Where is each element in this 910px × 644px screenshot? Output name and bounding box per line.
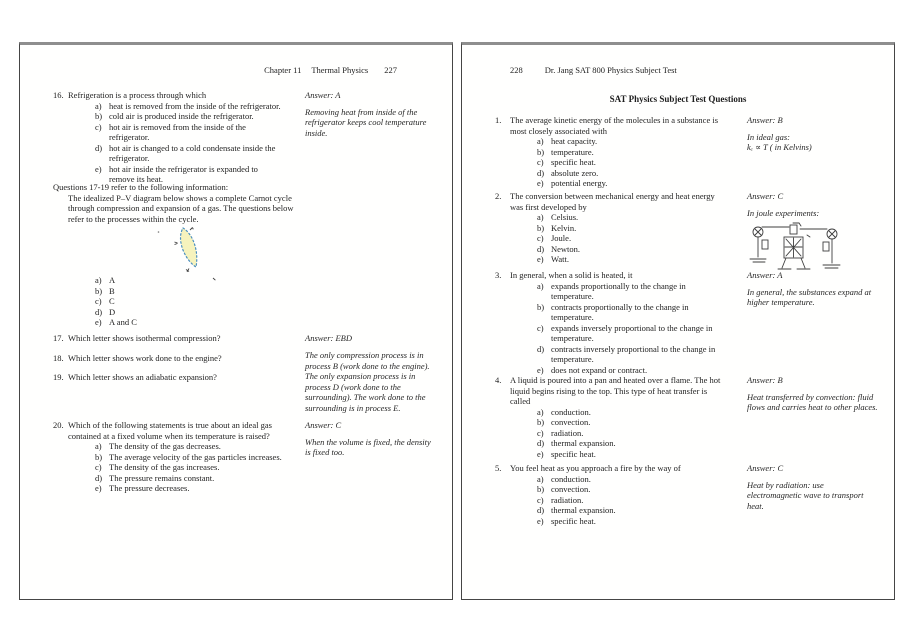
option-text: specific heat. bbox=[551, 448, 596, 459]
option-d bbox=[510, 168, 728, 179]
question-number: 3. bbox=[495, 270, 502, 280]
option-text: hot air inside the refrigerator is expanded to remove its heat. bbox=[109, 163, 258, 184]
answer-note-q17-19 bbox=[305, 350, 437, 413]
option-letter: c) bbox=[537, 322, 544, 333]
answer-note-q3 bbox=[747, 270, 879, 308]
option-a bbox=[510, 281, 728, 302]
answer-note-q16 bbox=[305, 90, 437, 138]
option-letter: a) bbox=[95, 275, 102, 285]
option-letter: d) bbox=[537, 343, 545, 354]
option-text: specific heat. bbox=[551, 157, 596, 167]
option-d bbox=[68, 473, 284, 484]
option-e bbox=[510, 449, 728, 460]
question-18 bbox=[53, 353, 284, 364]
option-text: Newton. bbox=[551, 243, 581, 254]
answer-note-q17 bbox=[305, 333, 437, 344]
option-text: potential energy. bbox=[551, 178, 608, 188]
option-letter: a) bbox=[537, 473, 544, 484]
answer-label: Answer: B bbox=[747, 115, 783, 125]
answer-explanation: Removing heat from inside of the refrigerator keeps cool temperature inside. bbox=[305, 106, 427, 138]
option-letter: b) bbox=[537, 222, 545, 233]
option-letter: d) bbox=[537, 243, 545, 254]
option-letter: e) bbox=[95, 483, 102, 493]
question-text: Which letter shows isothermal compression? bbox=[68, 333, 221, 343]
question-16 bbox=[53, 90, 284, 185]
option-b bbox=[510, 223, 728, 234]
option-letter: d) bbox=[537, 438, 545, 448]
option-a bbox=[68, 101, 284, 112]
option-c bbox=[95, 296, 137, 307]
option-a bbox=[510, 212, 728, 223]
option-letter: a) bbox=[537, 136, 544, 146]
option-letter: e) bbox=[537, 448, 544, 459]
option-letter: b) bbox=[537, 301, 545, 312]
option-letter: e) bbox=[537, 515, 544, 526]
question-text: Refrigeration is a process through which bbox=[68, 90, 207, 100]
option-d bbox=[510, 505, 728, 516]
option-b bbox=[68, 111, 284, 122]
page-number: 227 bbox=[384, 65, 397, 75]
option-text: hot air is changed to a cold condensate inside the refrigerator. bbox=[109, 142, 276, 163]
option-text: expands inversely proportional to the change in temperature. bbox=[551, 322, 713, 343]
option-b bbox=[510, 147, 728, 158]
option-text: The average velocity of the gas particles increases. bbox=[109, 451, 282, 462]
option-text: B bbox=[109, 285, 115, 296]
option-text: contracts proportionally to the change in temperature. bbox=[551, 301, 689, 322]
answer-label: Answer: EBD bbox=[305, 333, 352, 343]
option-letter: e) bbox=[537, 364, 544, 375]
answer-label: Answer: C bbox=[747, 191, 784, 201]
option-text: heat is removed from the inside of the refrigerator. bbox=[109, 100, 281, 111]
answer-explanation: In joule experiments: bbox=[747, 207, 820, 218]
answer-explanation: Heat by radiation: use electromagnetic wave to transport heat. bbox=[747, 479, 864, 511]
option-letter: b) bbox=[537, 146, 545, 157]
option-letter: a) bbox=[537, 280, 544, 291]
joule-experiment-sketch bbox=[747, 223, 843, 273]
option-d bbox=[68, 143, 284, 164]
option-a bbox=[510, 407, 728, 418]
option-text: Joule. bbox=[551, 233, 572, 243]
option-letter: b) bbox=[537, 417, 545, 427]
option-text: The pressure decreases. bbox=[109, 483, 190, 493]
info-body: The idealized P–V diagram below shows a complete Carnot cycle through compression and expansion of a gas. The questions below refer to the processes within the cycle. bbox=[68, 192, 294, 224]
answer-label: Answer: C bbox=[747, 463, 784, 473]
option-b bbox=[95, 286, 137, 297]
option-e bbox=[510, 254, 728, 265]
option-a bbox=[510, 474, 728, 485]
option-letter: e) bbox=[537, 254, 544, 264]
option-letter: a) bbox=[95, 441, 102, 451]
answer-explanation: In general, the substances expand at higher temperature. bbox=[747, 286, 872, 307]
option-c bbox=[510, 157, 728, 168]
option-c bbox=[510, 495, 728, 506]
left-page-header bbox=[53, 65, 397, 76]
option-d bbox=[95, 307, 137, 318]
option-letter: b) bbox=[95, 451, 103, 462]
option-letter: c) bbox=[537, 233, 544, 243]
option-text: thermal expansion. bbox=[551, 505, 616, 515]
question-text: Which of the following statements is true about an ideal gas contained at a fixed volume when its temperature is raised? bbox=[68, 420, 272, 441]
page-right bbox=[461, 42, 895, 600]
option-letter: b) bbox=[95, 285, 103, 296]
option-b bbox=[68, 452, 284, 463]
option-text: radiation. bbox=[551, 494, 584, 505]
option-letter: c) bbox=[537, 427, 544, 438]
answer-note-q4 bbox=[747, 375, 879, 413]
option-c bbox=[510, 428, 728, 439]
option-text: does not expand or contract. bbox=[551, 364, 648, 375]
option-text: The density of the gas increases. bbox=[109, 462, 220, 472]
option-text: convection. bbox=[551, 417, 591, 427]
option-a bbox=[510, 136, 728, 147]
question-text: The conversion between mechanical energy and heat energy was first developed by bbox=[510, 191, 715, 212]
option-text: Celsius. bbox=[551, 212, 579, 222]
option-text: radiation. bbox=[551, 427, 584, 438]
question-20 bbox=[53, 420, 284, 494]
book-title: Dr. Jang SAT 800 Physics Subject Test bbox=[544, 65, 677, 75]
option-text: expands proportionally to the change in temperature. bbox=[551, 280, 686, 301]
option-text: absolute zero. bbox=[551, 167, 599, 178]
option-text: C bbox=[109, 296, 115, 306]
option-letter: c) bbox=[537, 494, 544, 505]
answer-label: Answer: A bbox=[305, 90, 341, 100]
question-text: Which letter shows work done to the engine? bbox=[68, 353, 222, 363]
answer-note-q2 bbox=[747, 191, 879, 273]
answer-note-q5 bbox=[747, 463, 879, 511]
option-a bbox=[95, 275, 137, 286]
question-number: 5. bbox=[495, 463, 502, 473]
answer-label: Answer: C bbox=[305, 420, 342, 430]
option-letter: b) bbox=[537, 484, 545, 494]
question-number: 17. bbox=[53, 333, 64, 343]
question-4 bbox=[495, 375, 728, 459]
question-number: 19. bbox=[53, 372, 64, 382]
carnot-cycle-lens bbox=[181, 228, 197, 267]
answer-note-q20 bbox=[305, 420, 437, 458]
option-text: contracts inversely proportional to the change in temperature. bbox=[551, 343, 716, 364]
question-1 bbox=[495, 115, 728, 189]
diagram-dot bbox=[158, 231, 160, 233]
option-letter: e) bbox=[537, 178, 544, 188]
option-letter: d) bbox=[95, 142, 103, 153]
question-text: In general, when a solid is heated, it bbox=[510, 270, 633, 280]
option-text: convection. bbox=[551, 484, 591, 494]
option-letter: d) bbox=[95, 472, 103, 483]
page-left bbox=[19, 42, 453, 600]
option-text: D bbox=[109, 306, 116, 317]
option-c bbox=[510, 233, 728, 244]
option-text: heat capacity. bbox=[551, 136, 598, 146]
option-letter: d) bbox=[95, 306, 103, 317]
option-text: conduction. bbox=[551, 406, 591, 417]
option-c bbox=[68, 122, 284, 143]
question-number: 4. bbox=[495, 375, 502, 385]
question-number: 18. bbox=[53, 353, 64, 363]
question-text: A liquid is poured into a pan and heated over a flame. The hot liquid begins rising to the top. This type of heat transfer is called bbox=[510, 375, 721, 406]
question-text: Which letter shows an adiabatic expansion? bbox=[68, 372, 217, 382]
option-text: Kelvin. bbox=[551, 222, 577, 233]
option-b bbox=[510, 484, 728, 495]
question-2 bbox=[495, 191, 728, 265]
option-letter: c) bbox=[537, 157, 544, 167]
option-text: A bbox=[109, 275, 116, 285]
option-d bbox=[510, 244, 728, 255]
question-number: 1. bbox=[495, 115, 502, 125]
option-text: conduction. bbox=[551, 473, 591, 484]
right-page-header bbox=[510, 65, 677, 76]
questions-17-19-choices bbox=[95, 275, 137, 328]
option-letter: a) bbox=[95, 100, 102, 111]
option-letter: c) bbox=[95, 121, 102, 132]
question-text: The average kinetic energy of the molecules in a substance is most closely associated with bbox=[510, 115, 719, 136]
option-c bbox=[68, 462, 284, 473]
answer-explanation: In ideal gas: bbox=[747, 131, 790, 142]
option-letter: d) bbox=[537, 167, 545, 178]
option-letter: c) bbox=[95, 296, 102, 306]
chapter-label: Chapter 11 bbox=[264, 65, 302, 75]
section-title: SAT Physics Subject Test Questions bbox=[609, 94, 747, 104]
option-text: hot air is removed from the inside of the refrigerator. bbox=[109, 121, 246, 142]
option-text: The density of the gas decreases. bbox=[109, 441, 221, 451]
option-text: A and C bbox=[109, 317, 137, 327]
option-letter: a) bbox=[537, 212, 544, 222]
option-e bbox=[510, 178, 728, 189]
answer-explanation: Heat transferred by convection: fluid flows and carries heat to other places. bbox=[747, 391, 878, 412]
option-letter: e) bbox=[95, 163, 102, 174]
option-b bbox=[510, 417, 728, 428]
page-number: 228 bbox=[510, 65, 523, 75]
answer-explanation: When the volume is fixed, the density is fixed too. bbox=[305, 436, 431, 457]
option-e bbox=[68, 483, 284, 494]
option-letter: b) bbox=[95, 111, 103, 121]
option-text: cold air is produced inside the refrigerator. bbox=[109, 111, 254, 121]
option-e bbox=[510, 516, 728, 527]
option-text: specific heat. bbox=[551, 515, 596, 526]
option-a bbox=[68, 441, 284, 452]
option-d bbox=[510, 438, 728, 449]
option-e bbox=[510, 365, 728, 376]
answer-explanation: The only compression process is in process B (work done to the engine). The only expansion process is in process D (work done to the surrounding). The work done to the surrounding is in process E. bbox=[305, 350, 430, 413]
option-b bbox=[510, 302, 728, 323]
option-letter: c) bbox=[95, 462, 102, 472]
option-text: temperature. bbox=[551, 146, 594, 157]
option-text: thermal expansion. bbox=[551, 438, 616, 448]
answer-note-q1 bbox=[747, 115, 879, 153]
questions-17-19-info bbox=[53, 182, 296, 224]
question-5 bbox=[495, 463, 728, 526]
question-17 bbox=[53, 333, 284, 344]
carnot-cycle-pv-diagram bbox=[156, 221, 246, 285]
answer-formula: kₑ ∝ T ( in Kelvins) bbox=[747, 142, 812, 152]
option-letter: a) bbox=[537, 406, 544, 417]
answer-label: Answer: B bbox=[747, 375, 783, 385]
question-text: You feel heat as you approach a fire by the way of bbox=[510, 463, 681, 473]
question-3 bbox=[495, 270, 728, 375]
chapter-title: Thermal Physics bbox=[311, 65, 369, 75]
option-e bbox=[95, 317, 137, 328]
question-number: 2. bbox=[495, 191, 502, 201]
question-number: 20. bbox=[53, 420, 64, 430]
option-letter: d) bbox=[537, 505, 545, 515]
question-19 bbox=[53, 372, 284, 383]
question-number: 16. bbox=[53, 90, 64, 100]
option-c bbox=[510, 323, 728, 344]
option-letter: e) bbox=[95, 317, 102, 327]
info-intro: Questions 17-19 refer to the following information: bbox=[53, 182, 229, 192]
option-text: Watt. bbox=[551, 254, 569, 264]
answer-label: Answer: A bbox=[747, 270, 783, 280]
option-d bbox=[510, 344, 728, 365]
option-text: The pressure remains constant. bbox=[109, 472, 215, 483]
